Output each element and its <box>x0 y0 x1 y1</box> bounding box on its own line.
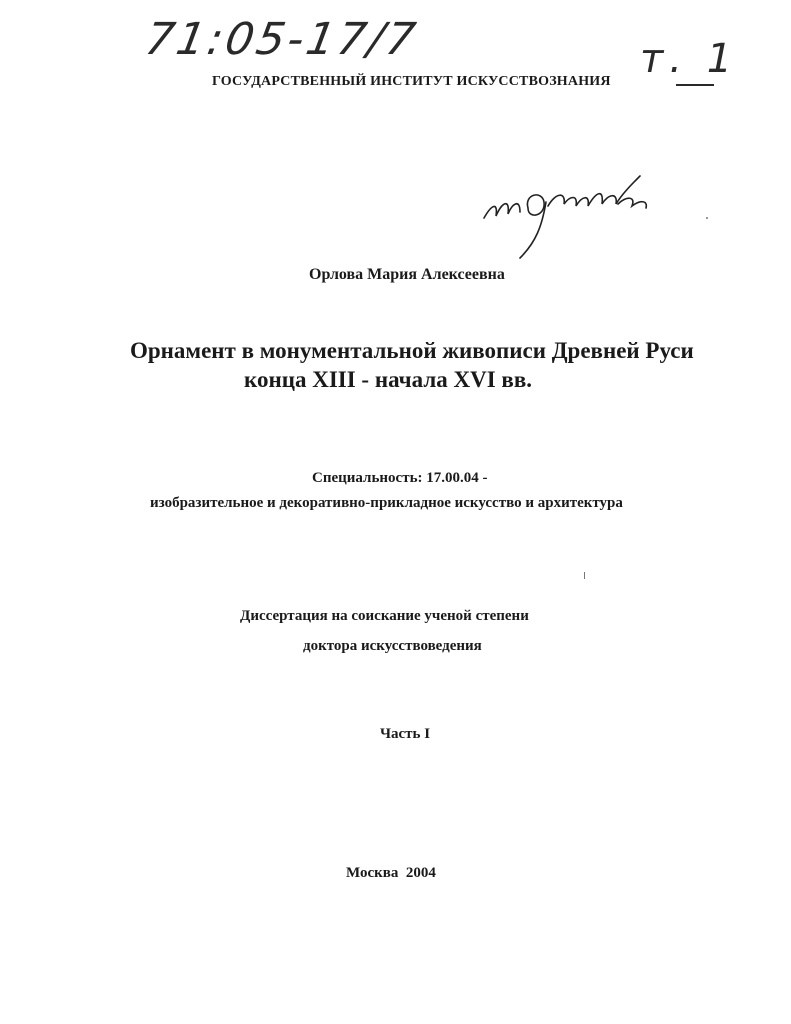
volume-mark-underline <box>676 84 714 86</box>
dissertation-line-2: доктора искусствоведения <box>303 638 482 654</box>
specialty-label: Специальность: 17.00.04 - <box>312 470 488 486</box>
scan-speck <box>706 217 708 219</box>
part-label: Часть I <box>380 726 431 742</box>
archive-code: 71:05-17/7 <box>141 14 422 65</box>
title-line-1: Орнамент в монументальной живописи Древней Руси <box>130 338 694 363</box>
author-signature <box>480 172 680 262</box>
author-name: Орлова Мария Алексеевна <box>309 266 505 283</box>
specialty-description: изобразительное и декоративно-прикладное искусство и архитектура <box>150 495 623 511</box>
dissertation-line-1: Диссертация на соискание ученой степени <box>240 608 529 624</box>
place-year: Москва 2004 <box>346 865 436 881</box>
signature-drawing <box>480 172 680 262</box>
volume-mark: т. 1 <box>640 36 739 82</box>
title-line-2: конца XIII - начала XVI вв. <box>244 367 532 392</box>
scan-speck <box>584 572 585 579</box>
institute-heading: ГОСУДАРСТВЕННЫЙ ИНСТИТУТ ИСКУССТВОЗНАНИЯ <box>212 74 611 89</box>
